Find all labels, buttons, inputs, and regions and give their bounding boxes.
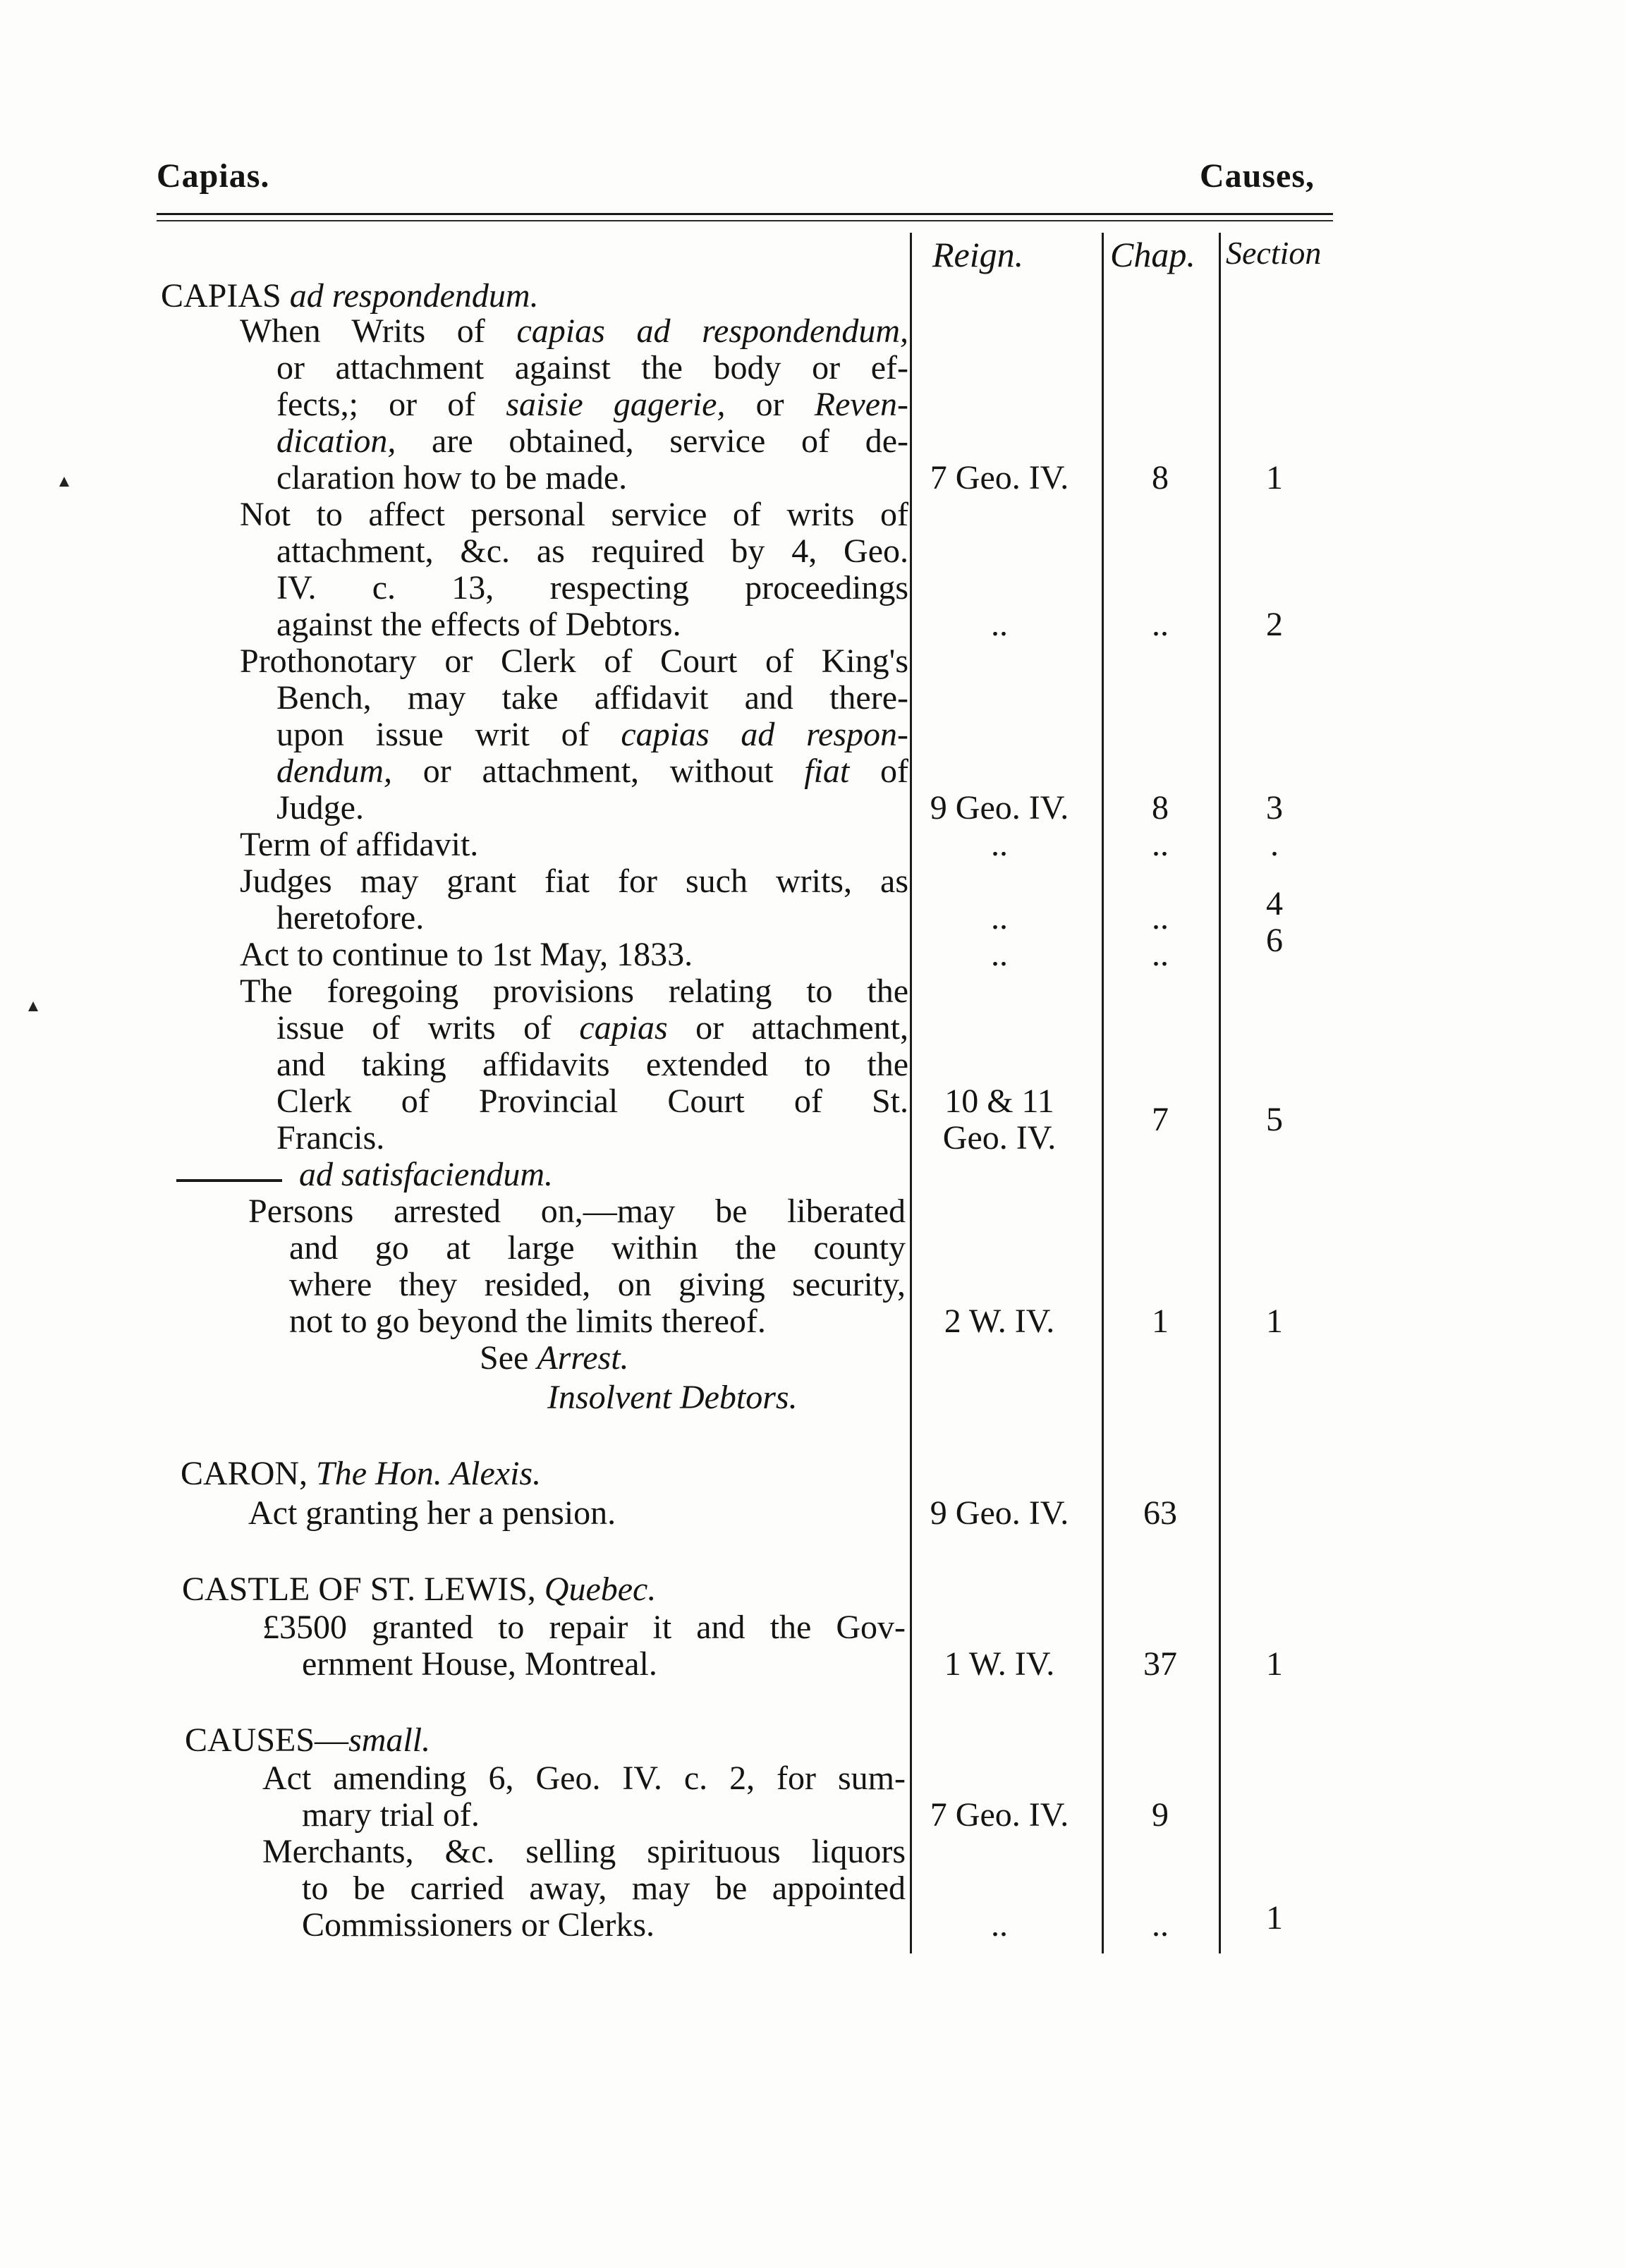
capias-p8-chap: 1: [1152, 1303, 1169, 1340]
capias-p2-line3: IV. c. 13, respecting proceedings: [276, 569, 908, 606]
capias-p4-chap: ..: [1152, 826, 1169, 863]
entry-heading-causes: [185, 1722, 1102, 1759]
capias-p7-line5: Francis.: [276, 1119, 385, 1157]
capias-p3-line5: Judge.: [276, 789, 364, 827]
margin-mark-icon: [28, 1001, 38, 1011]
italic-text: The Hon. Alexis.: [308, 1455, 542, 1492]
text: fects,; or of: [276, 386, 506, 423]
capias-p6-chap: ..: [1152, 936, 1169, 973]
causes-p2-chap: ..: [1152, 1906, 1169, 1944]
column-header-reign: Reign.: [932, 235, 1024, 274]
capias-p5-chap: ..: [1152, 899, 1169, 937]
entry-heading-caron: [181, 1456, 1097, 1492]
italic-text: capias: [579, 1009, 668, 1047]
capias-p8-reign: 2 W. IV.: [944, 1303, 1055, 1340]
capias-see-also-2: [547, 1379, 1464, 1416]
column-header-section: Section: [1226, 235, 1322, 271]
capias-p3-reign: 9 Geo. IV.: [930, 789, 1069, 827]
text: are obtained, service of de-: [396, 422, 908, 460]
capias-p3-chap: 8: [1152, 789, 1169, 827]
capias-p3-section: 3: [1266, 789, 1283, 827]
ditto-dash: [176, 1179, 282, 1182]
heading-text: CAPIAS: [161, 277, 281, 315]
capias-p1-line5: claration how to be made.: [276, 459, 628, 496]
italic-text: saisie gagerie,: [506, 386, 726, 423]
text: of: [849, 752, 909, 790]
causes-p2-reign: ..: [991, 1906, 1008, 1944]
capias-p7-section: 5: [1266, 1101, 1283, 1138]
capias-p7-line4: Clerk of Provincial Court of St.: [276, 1083, 908, 1120]
capias-p8-line2: and go at large within the county: [289, 1229, 906, 1267]
capias-p2-line4: against the effects of Debtors.: [276, 606, 681, 643]
capias-p8-line3: where they resided, on giving security,: [289, 1266, 906, 1303]
text: When Writs of: [240, 312, 517, 350]
capias-p3-line3: [276, 717, 908, 753]
castle-p1-section: 1: [1266, 1645, 1283, 1683]
capias-p7-line2: [276, 1010, 908, 1047]
causes-p2-line1: Merchants, &c. selling spirituous liquors: [262, 1833, 906, 1870]
capias-p8-line4: not to go beyond the limits thereof.: [289, 1303, 766, 1340]
capias-p2-line1: Not to affect personal service of writs of: [240, 496, 908, 533]
capias-p6-line1: Act to continue to 1st May, 1833.: [240, 936, 693, 973]
capias-p2-chap: ..: [1152, 606, 1169, 643]
text: upon issue writ of: [276, 716, 621, 753]
capias-p1-chap: 8: [1152, 459, 1169, 496]
capias-p3-line2: Bench, may take affidavit and there-: [276, 679, 908, 717]
capias-p6-section: 6: [1266, 922, 1283, 959]
capias-p7-reign-line1: 10 & 11: [944, 1083, 1054, 1120]
caron-p1-chap: 63: [1143, 1494, 1177, 1532]
italic-text: Quebec.: [535, 1571, 657, 1608]
causes-p1-line1: Act amending 6, Geo. IV. c. 2, for sum-: [262, 1760, 906, 1797]
capias-p4-section: .: [1270, 826, 1279, 863]
italic-text: capias ad respondendum,: [516, 312, 909, 350]
capias-p1-reign: 7 Geo. IV.: [930, 459, 1069, 496]
capias-p7-chap: 7: [1152, 1101, 1169, 1138]
italic-text: Arrest.: [537, 1339, 629, 1377]
italic-text: small.: [348, 1721, 431, 1759]
capias-p8-section: 1: [1266, 1303, 1283, 1340]
capias-p5-line1: Judges may grant fiat for such writs, as: [240, 862, 908, 900]
causes-p2-section: 1: [1266, 1899, 1283, 1937]
capias-p7-reign-line2: Geo. IV.: [942, 1119, 1057, 1157]
castle-p1-line2: ernment House, Montreal.: [302, 1645, 657, 1683]
capias-p1-line2: or attachment against the body or ef-: [276, 349, 908, 386]
capias-p6-reign: ..: [991, 936, 1008, 973]
capias-p1-line4: [276, 423, 908, 460]
italic-text: Reven-: [814, 386, 909, 423]
capias-p5-line2: heretofore.: [276, 899, 425, 937]
italic-text: dication,: [276, 422, 396, 460]
castle-p1-chap: 37: [1143, 1645, 1177, 1683]
italic-text: ad satisfaciendum.: [299, 1156, 553, 1193]
margin-mark-icon: [59, 477, 69, 487]
header-rule-thin: [157, 220, 1333, 221]
text: See: [480, 1339, 537, 1377]
text: CARON,: [181, 1455, 308, 1492]
capias-p4-reign: ..: [991, 826, 1008, 863]
running-head-right: Causes,: [1199, 157, 1315, 195]
capias-p4-line1: Term of affidavit.: [240, 826, 479, 863]
capias-p1-line1: [240, 313, 908, 350]
capias-see-also-1: [480, 1340, 1396, 1377]
text: CASTLE OF ST. LEWIS,: [182, 1571, 536, 1608]
text: CAUSES—: [185, 1721, 349, 1759]
caron-p1-reign: 9 Geo. IV.: [930, 1494, 1069, 1532]
italic-text: capias ad respon-: [621, 716, 908, 753]
capias-p8-line1: Persons arrested on,—may be liberated: [248, 1193, 906, 1230]
causes-p1-reign: 7 Geo. IV.: [930, 1796, 1069, 1834]
column-header-chap: Chap.: [1110, 235, 1195, 274]
causes-p1-chap: 9: [1152, 1796, 1169, 1834]
capias-p7-line1: The foregoing provisions relating to the: [240, 973, 908, 1010]
text: or: [725, 386, 815, 423]
italic-text: dendum,: [276, 752, 392, 790]
causes-p2-line3: Commissioners or Clerks.: [302, 1906, 655, 1944]
text: or attachment, without: [391, 752, 805, 790]
capias-p7-line3: and taking affidavits extended to the: [276, 1046, 908, 1083]
causes-p2-line2: to be carried away, may be appointed: [302, 1870, 906, 1907]
capias-subheading: [299, 1157, 1216, 1193]
heading-italic: ad respondendum.: [289, 277, 539, 315]
causes-p1-line2: mary trial of.: [302, 1796, 480, 1834]
capias-p1-line3: [276, 386, 908, 423]
italic-text: fiat: [804, 752, 850, 790]
entry-heading-castle: [182, 1571, 1099, 1608]
italic-text: Insolvent Debtors.: [547, 1379, 798, 1416]
capias-p2-reign: ..: [991, 606, 1008, 643]
text: or attachment,: [667, 1009, 908, 1047]
castle-p1-line1: £3500 granted to repair it and the Gov-: [262, 1609, 906, 1646]
capias-p3-line1: Prothonotary or Clerk of Court of King's: [240, 642, 908, 680]
header-rule-thick: [157, 213, 1333, 215]
running-head-left: Capias.: [157, 157, 270, 195]
capias-p5-reign: ..: [991, 899, 1008, 937]
entry-heading-capias: [161, 278, 1078, 315]
capias-p2-line2: attachment, &c. as required by 4, Geo.: [276, 532, 908, 570]
capias-p3-line4: [276, 753, 908, 790]
text: issue of writs of: [276, 1009, 580, 1047]
capias-p1-section: 1: [1266, 459, 1283, 496]
capias-p2-section: 2: [1266, 606, 1283, 643]
capias-p5-section: 4: [1266, 885, 1283, 922]
caron-p1-line1: Act granting her a pension.: [248, 1494, 616, 1532]
castle-p1-reign: 1 W. IV.: [944, 1645, 1055, 1683]
